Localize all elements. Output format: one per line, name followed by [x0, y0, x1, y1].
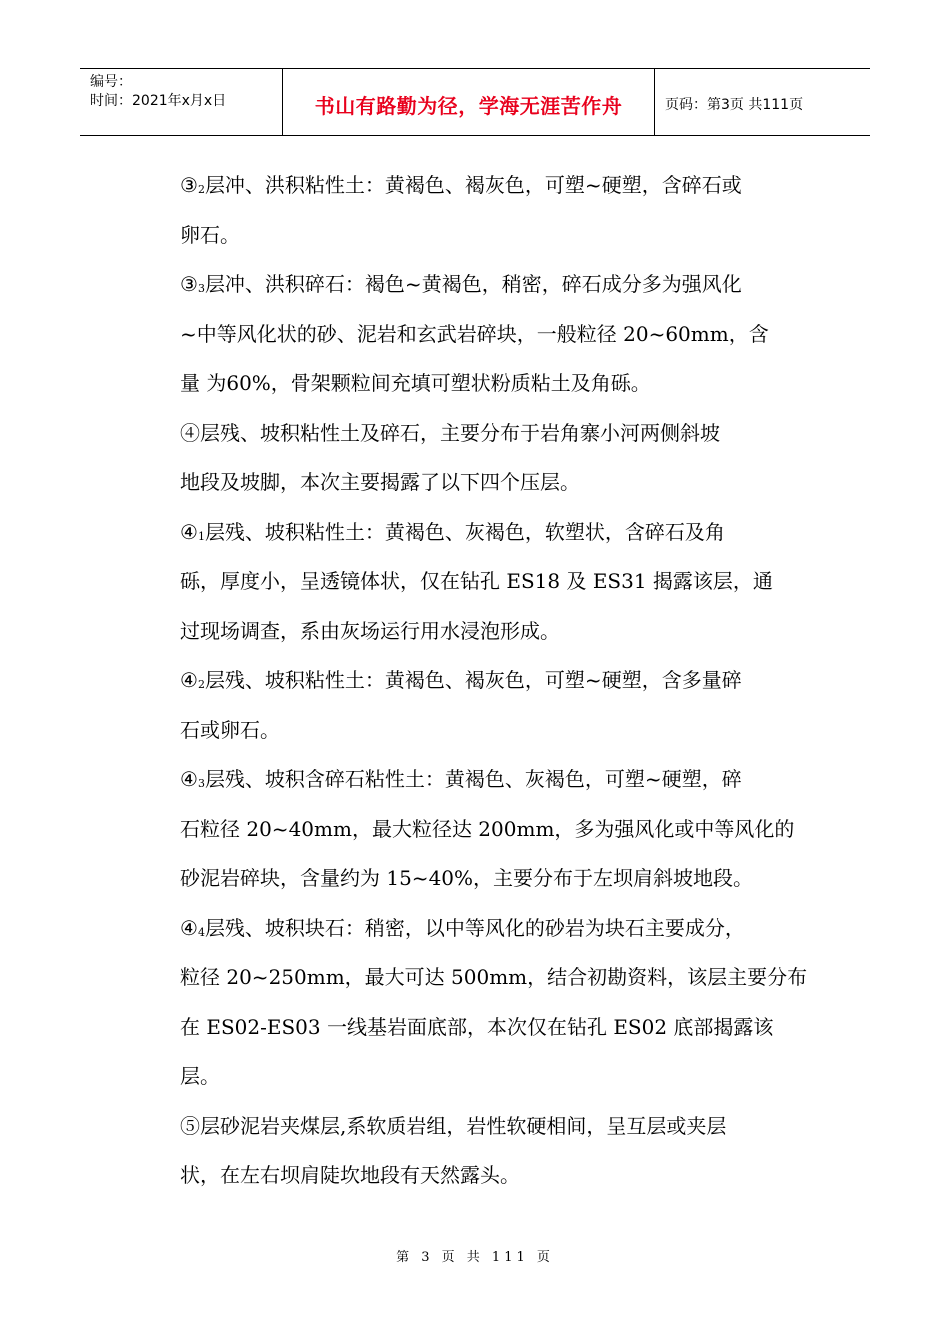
document-body — [180, 161, 820, 1201]
paragraph — [180, 1102, 820, 1201]
paragraph-line — [180, 508, 820, 558]
paragraph — [180, 904, 820, 1102]
layer-subscript: 1 — [197, 529, 205, 543]
paragraph-line: 粒径 20~250mm，最大可达 500mm，结合初勘资料，该层主要分布 — [180, 965, 808, 989]
page-footer: 第 3 页 共 111 页 — [396, 1250, 554, 1265]
paragraph-line — [180, 409, 820, 459]
paragraph-line — [180, 260, 820, 310]
layer-number: ④ — [180, 767, 198, 791]
layer-number: ③ — [180, 272, 198, 296]
paragraph — [180, 656, 820, 755]
serial-number-label: 编号： — [90, 74, 132, 90]
paragraph-line: 状，在左右坝肩陡坎地段有天然露头。 — [180, 1163, 520, 1187]
paragraph-text: 层残、坡积块石：稍密，以中等风化的砂岩为块石主要成分， — [204, 915, 745, 940]
paragraph-text: 层砂泥岩夹煤层,系软质岩组，岩性软硬相间，呈互层或夹层 — [200, 1113, 727, 1138]
layer-subscript: 3 — [197, 777, 205, 790]
paragraph-line: 量 为60%，骨架颗粒间充填可塑状粉质粘土及角砾。 — [180, 371, 651, 395]
paragraph-line — [180, 904, 820, 954]
header-meta-cell — [80, 69, 283, 135]
paragraph-line: 在 ES02-ES03 一线基岩面底部，本次仅在钻孔 ES02 底部揭露该 — [180, 1014, 774, 1039]
header-motto: 书山有路勤为径，学海无涯苦作舟 — [283, 69, 655, 135]
paragraph-line: 层。 — [180, 1064, 220, 1088]
paragraph — [180, 409, 820, 508]
layer-number: ⑤ — [180, 1113, 200, 1138]
paragraph-line — [180, 161, 820, 211]
paragraph-text: 层冲、洪积碎石：褐色~黄褐色，稍密，碎石成分多为强风化 — [204, 272, 742, 296]
header-page-info: 页码：第3页 共111页 — [665, 97, 804, 113]
paragraph — [180, 508, 820, 657]
layer-subscript: 2 — [197, 183, 205, 196]
layer-number: ④ — [180, 420, 200, 445]
layer-number: ④ — [180, 519, 198, 544]
paragraph-line: 地段及坡脚，本次主要揭露了以下四个压层。 — [180, 470, 580, 494]
paragraph-line: 砂泥岩碎块，含量约为 15~40%，主要分布于左坝肩斜坡地段。 — [180, 866, 754, 890]
page-header — [80, 68, 870, 136]
layer-subscript: 2 — [197, 678, 205, 691]
paragraph-text: 层冲、洪积粘性土：黄褐色、褐灰色，可塑~硬塑，含碎石或 — [204, 173, 742, 197]
date-label: 时间：2021年x月x日 — [90, 93, 227, 109]
paragraph-line: ~中等风化状的砂、泥岩和玄武岩碎块，一般粒径 20~60mm，含 — [180, 321, 769, 346]
paragraph-text: 层残、坡积含碎石粘性土：黄褐色、灰褐色，可塑~硬塑，碎 — [204, 767, 742, 791]
layer-number: ④ — [180, 915, 198, 940]
paragraph-line: 卵石。 — [180, 222, 240, 247]
paragraph-text: 层残、坡积粘性土及碎石，主要分布于岩角寨小河两侧斜坡 — [200, 420, 720, 445]
layer-subscript: 3 — [197, 282, 205, 295]
paragraph-line — [180, 755, 820, 805]
paragraph-line — [180, 1102, 820, 1152]
paragraph — [180, 260, 820, 409]
paragraph-line: 石或卵石。 — [180, 717, 280, 742]
paragraph — [180, 755, 820, 904]
paragraph-line: 砾，厚度小，呈透镜体状，仅在钻孔 ES18 及 ES31 揭露该层，通 — [180, 569, 773, 593]
paragraph-text: 层残、坡积粘性土：黄褐色、褐灰色，可塑~硬塑，含多量碎 — [204, 668, 742, 692]
layer-number: ③ — [180, 173, 198, 197]
paragraph — [180, 161, 820, 260]
layer-subscript: 4 — [197, 925, 205, 939]
paragraph-line — [180, 656, 820, 706]
layer-number: ④ — [180, 668, 198, 692]
paragraph-text: 层残、坡积粘性土：黄褐色、灰褐色，软塑状，含碎石及角 — [204, 519, 725, 544]
paragraph-line: 石粒径 20~40mm，最大粒径达 200mm，多为强风化或中等风化的 — [180, 816, 795, 841]
paragraph-line: 过现场调查，系由灰场运行用水浸泡形成。 — [180, 618, 560, 643]
